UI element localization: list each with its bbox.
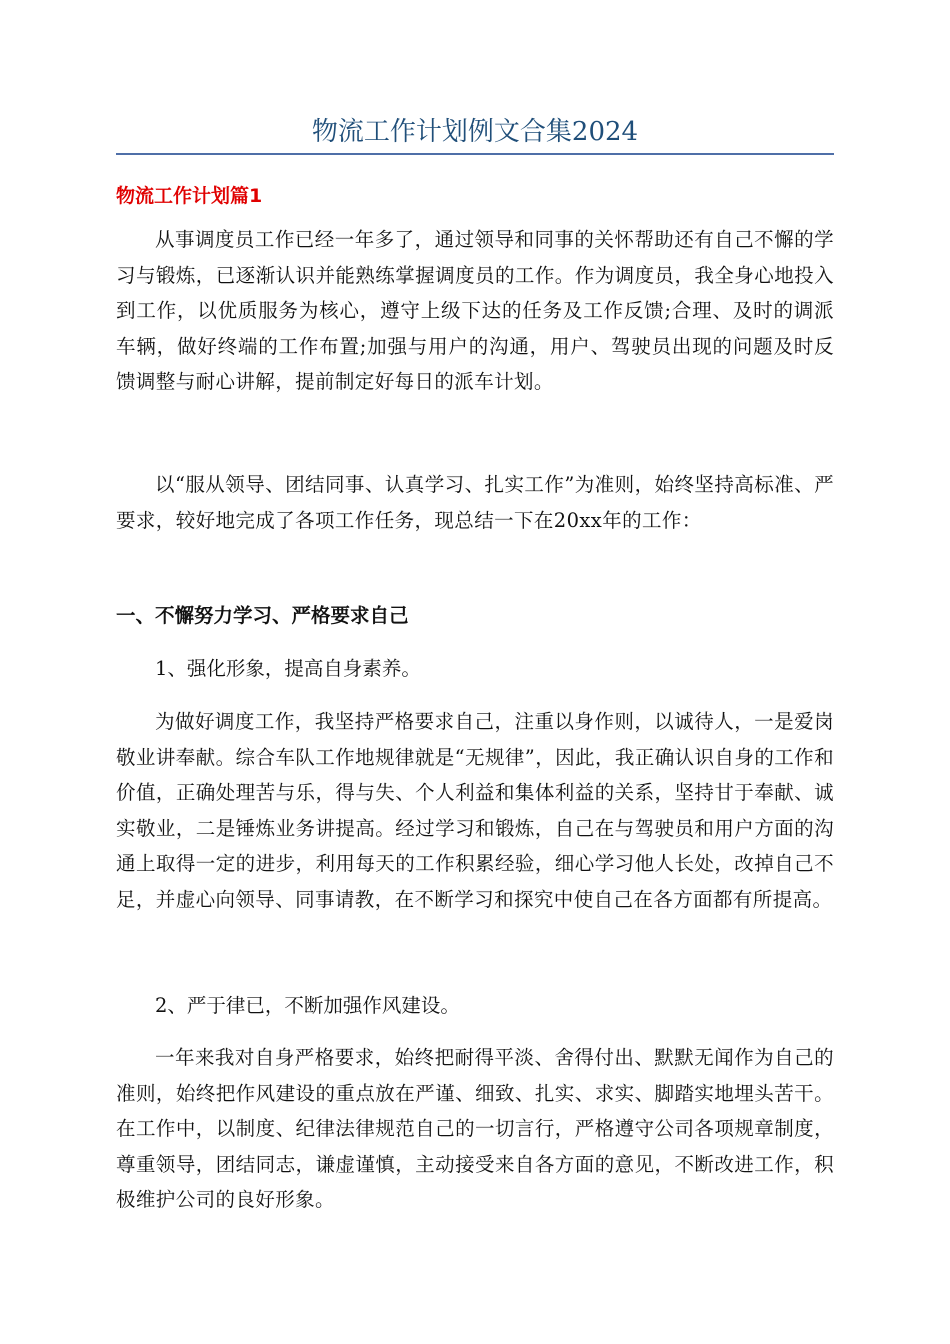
document-title: 物流工作计划例文合集2024 xyxy=(311,117,639,147)
paragraph-4: 一年来我对自身严格要求，始终把耐得平淡、舍得付出、默默无闻作为自己的准则，始终把作风建设的重点放在严谨、细致、扎实、求实、脚踏实地埋头苦干。在工作中，以制度、纪律法律规范自己的一切言行，严格遵守公司各项规章制度，尊重领导，团结同志，谦虚谨慎，主动接受来自各方面的意见，不断改进工作，积极维护公司的良好形象。 xyxy=(116,1046,834,1211)
paragraph-1: 从事调度员工作已经一年多了，通过领导和同事的关怀帮助还有自己不懈的学习与锻炼，已逐渐认识并能熟练掌握调度员的工作。作为调度员，我全身心地投入到工作，以优质服务为核心，遵守上级下达的任务及工作反馈;合理、及时的调派车辆，做好终端的工作布置;加强与用户的沟通，用户、驾驶员出现的问题及时反馈调整与耐心讲解，提前制定好每日的派车计划。 xyxy=(116,228,834,393)
list-item-1: 1、强化形象，提高自身素养。 xyxy=(155,657,421,680)
paragraph-3: 为做好调度工作，我坚持严格要求自己，注重以身作则，以诚待人，一是爱岗敬业讲奉献。综合车队工作地规律就是“无规律”，因此，我正确认识自身的工作和价值，正确处理苦与乐，得与失、个人利益和集体利益的关系，坚持甘于奉献、诚实敬业，二是锤炼业务讲提高。经过学习和锻炼，自己在与驾驶员和用户方面的沟通上取得一定的进步，利用每天的工作积累经验，细心学习他人长处，改掉自己不足，并虚心向领导、同事请教，在不断学习和探究中使自己在各方面都有所提高。 xyxy=(116,710,834,911)
list-item-2: 2、严于律已，不断加强作风建设。 xyxy=(155,994,460,1017)
title-divider xyxy=(116,153,834,155)
sub-heading-1: 一、不懈努力学习、严格要求自己 xyxy=(116,604,409,627)
section-heading: 物流工作计划篇1 xyxy=(116,185,263,207)
paragraph-2: 以“服从领导、团结同事、认真学习、扎实工作”为准则，始终坚持高标准、严要求，较好地完成了各项工作任务，现总结一下在20xx年的工作： xyxy=(116,473,834,532)
